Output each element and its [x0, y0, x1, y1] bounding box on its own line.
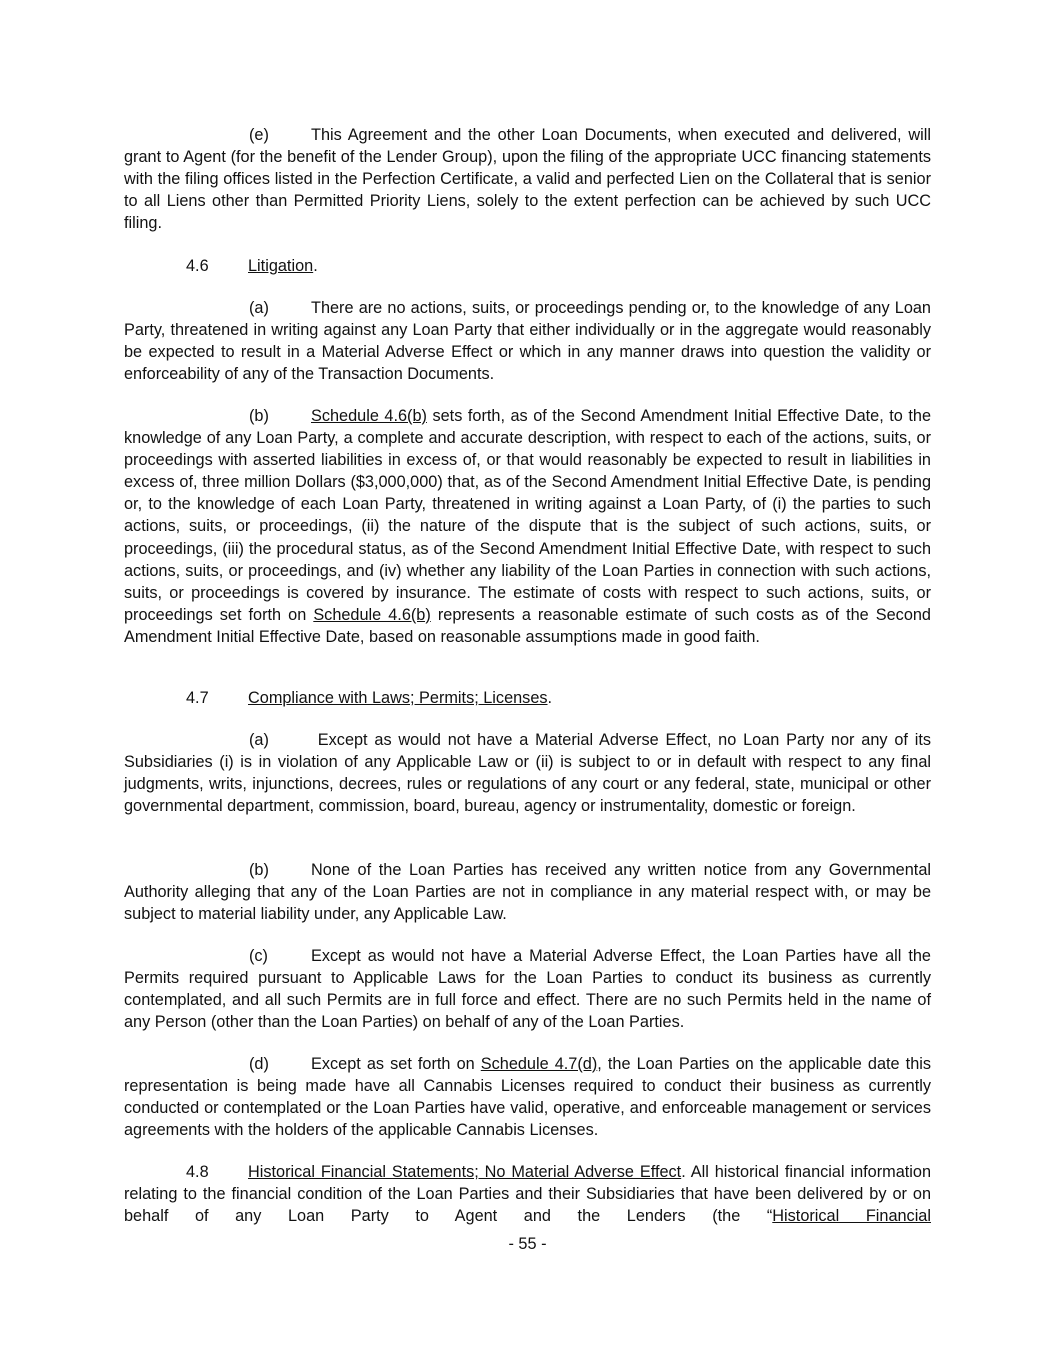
- paragraph-4-6-a: [124, 297, 931, 385]
- section-number: 4.8: [186, 1163, 209, 1181]
- clause-text: Except as would not have a Material Adverse Effect, no Loan Party nor any of its Subsidiaries (i) is in violation of any Applicable Law or (ii) is subject to or in default with respect to any final judgments, writs, injunctions, decrees, rules or regulations of any court or any federal, state, municipal or other governmental department, commission, board, bureau, agency or instrumentality, domestic or foreign.: [124, 731, 931, 816]
- paragraph-4-6-b: [124, 405, 931, 648]
- clause-label: (a): [249, 299, 269, 317]
- clause-label: (d): [249, 1055, 269, 1073]
- clause-label: (b): [249, 861, 269, 879]
- schedule-reference: Schedule 4.7(d): [480, 1055, 598, 1073]
- section-title: Compliance with Laws; Permits; Licenses: [248, 689, 548, 707]
- section-number: 4.6: [186, 257, 209, 275]
- section-heading-4-7: 4.7 Compliance with Laws; Permits; Licenses.: [124, 687, 931, 709]
- clause-text: sets forth, as of the Second Amendment Initial Effective Date, to the knowledge of any Loan Party, a complete and accurate description, with respect to each of the actions, suits, or proceedings with asserted liabilities in excess of, or that would reasonably be expected to result in liabilities in excess of, three million Dollars ($3,000,000) that, as of the Second Amendment Initial Effective Date, is pending or, to the knowledge of each Loan Party, threatened in writing against a Loan Party, of (i) the parties to such actions, suits, or proceedings, (ii) the nature of the dispute that is the subject of such actions, suits, or proceedings, (iii) the procedural status, as of the Second Amendment Initial Effective Date, with respect to such actions, suits, or proceedings, and (iv) whether any liability of the Loan Parties in connection with such actions, suits, or proceedings is covered by insurance. The estimate of costs with respect to such actions, suits, or proceedings set forth on: [124, 407, 931, 624]
- clause-label: (c): [249, 947, 268, 965]
- paragraph-4-7-d: [124, 1053, 931, 1141]
- clause-text: All historical financial information relating to the financial condition of the Loan Parties and their Subsidiaries that have been delivered by or on behalf of any Loan Party to Agent and the Lenders (the “: [124, 1163, 932, 1226]
- clause-label: (a): [249, 731, 269, 749]
- defined-term: Historical Financial: [772, 1207, 931, 1226]
- paragraph-4-7-a: [124, 729, 931, 817]
- page-number: - 55 -: [508, 1235, 547, 1253]
- clause-text: None of the Loan Parties has received any written notice from any Governmental Authority alleging that any of the Loan Parties are not in compliance in any material respect with, or may be subject to material liability under, any Applicable Law.: [124, 861, 931, 924]
- clause-text: Except as set forth on: [311, 1055, 481, 1073]
- clause-text: , the Loan Parties on the applicable date this representation is being made have all Cannabis Licenses required to conduct their business as currently conducted or contemplated or the Loan Parties have valid, operative, and enforceable management or services agreements with the holders of the applicable Cannabis Licenses.: [124, 1055, 932, 1140]
- paragraph-4-7-b: [124, 859, 931, 925]
- section-title: Historical Financial Statements; No Material Adverse Effect: [248, 1163, 682, 1181]
- clause-text: represents a reasonable estimate of such costs as of the Second Amendment Initial Effective Date, based on reasonable assumptions made in good faith.: [124, 605, 931, 646]
- schedule-reference: Schedule 4.6(b): [311, 407, 427, 425]
- section-heading-4-6: 4.6 Litigation.: [124, 255, 931, 277]
- schedule-reference: Schedule 4.6(b): [313, 605, 431, 624]
- paragraph-4-7-c: [124, 945, 931, 1033]
- section-title: Litigation: [248, 257, 314, 275]
- clause-text: This Agreement and the other Loan Documents, when executed and delivered, will grant to Agent (for the benefit of the Lender Group), upon the filing of the appropriate UCC financing statements with the filing offices listed in the Perfection Certificate, a valid and perfected Lien on the Collateral that is senior to all Liens other than Permitted Priority Liens, solely to the extent perfection can be achieved by such UCC filing.: [124, 126, 931, 233]
- clause-label: (b): [249, 407, 269, 425]
- section-4-8: 4.8 Historical Financial Statements; No Material Adverse Effect. All historical financial information relating to the financial condition of the Loan Parties and their Subsidiaries that have been delivered by or on behalf of any Loan Party to Agent and the Lenders (the “Historical Financial: [124, 1163, 932, 1226]
- paragraph-4-5-e: [124, 124, 931, 234]
- clause-label: (e): [249, 126, 269, 144]
- clause-text: Except as would not have a Material Adverse Effect, the Loan Parties have all the Permits required pursuant to Applicable Laws for the Loan Parties to conduct its business as currently contemplated, and all such Permits are in full force and effect. There are no such Permits held in the name of any Person (other than the Loan Parties) on behalf of any of the Loan Parties.: [124, 947, 931, 1032]
- clause-text: There are no actions, suits, or proceedings pending or, to the knowledge of any Loan Party, threatened in writing against any Loan Party that either individually or in the aggregate would reasonably be expected to result in a Material Adverse Effect or which in any manner draws into question the validity or enforceability of any of the Transaction Documents.: [124, 299, 931, 384]
- section-number: 4.7: [186, 689, 209, 707]
